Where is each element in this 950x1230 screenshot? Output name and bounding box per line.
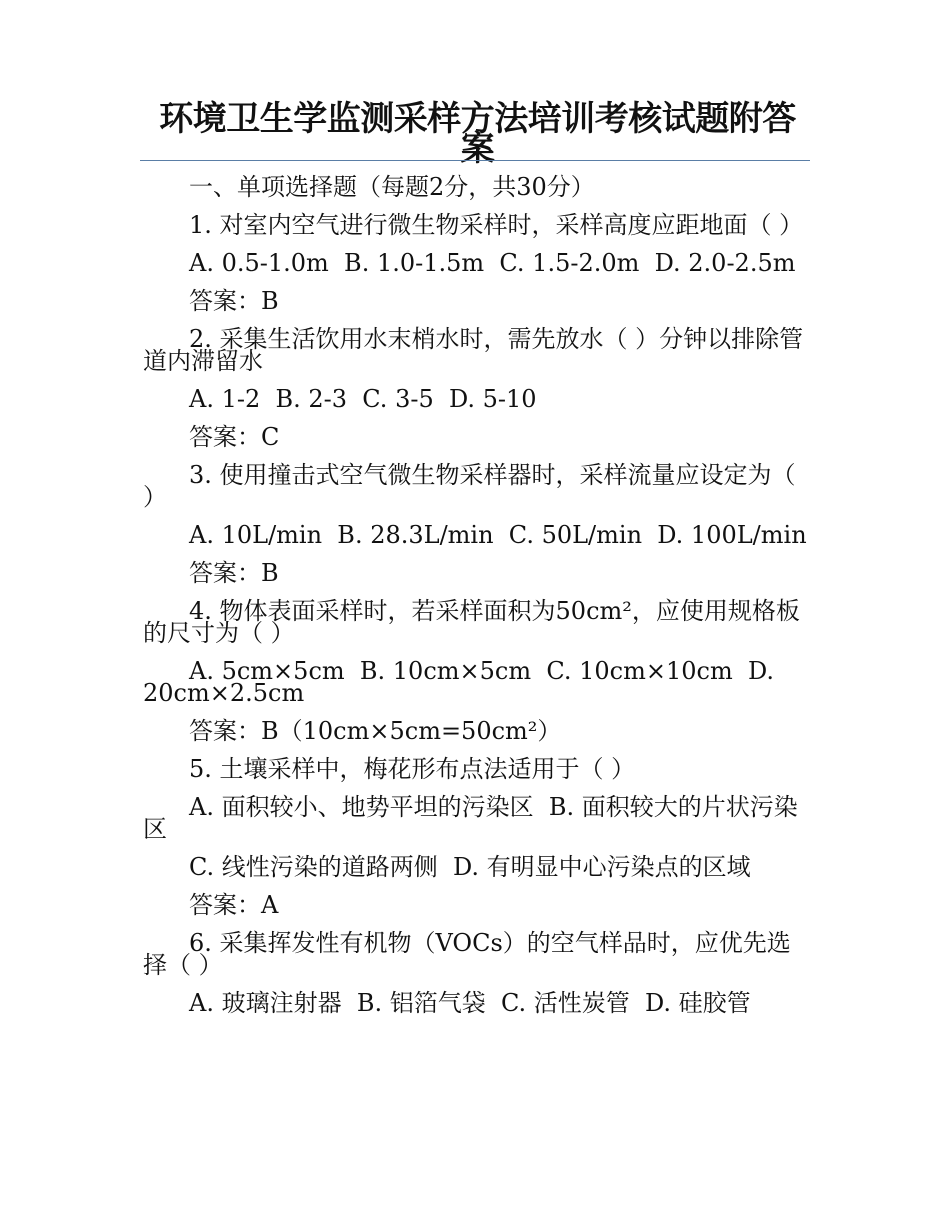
question-options: A. 面积较小、地势平坦的污染区 B. 面积较大的片状污染区: [143, 793, 798, 843]
question-answer: 答案：A: [189, 891, 279, 919]
document-title: 环境卫生学监测采样方法培训考核试题附答案: [159, 99, 796, 169]
question-answer: 答案：B（10cm×5cm=50cm²）: [189, 717, 562, 745]
question-stem: 1. 对室内空气进行微生物采样时，采样高度应距地面（ ）: [189, 211, 804, 239]
question-answer: 答案：B: [189, 559, 279, 587]
question-options: A. 5cm×5cm B. 10cm×5cm C. 10cm×10cm D. 20cm×2.5cm: [143, 657, 782, 707]
title-divider: [140, 160, 810, 161]
question-options: C. 线性污染的道路两侧 D. 有明显中心污染点的区域: [189, 853, 751, 881]
question-options: A. 10L/min B. 28.3L/min C. 50L/min D. 100L/min: [189, 521, 807, 549]
question-stem: 3. 使用撞击式空气微生物采样器时，采样流量应设定为（ ）: [143, 461, 796, 511]
question-options: A. 0.5-1.0m B. 1.0-1.5m C. 1.5-2.0m D. 2.0-2.5m: [189, 249, 796, 277]
question-options: A. 1-2 B. 2-3 C. 3-5 D. 5-10: [189, 385, 537, 413]
question-answer: 答案：C: [189, 423, 280, 451]
question-stem: 2. 采集生活饮用水末梢水时，需先放水（ ）分钟以排除管道内滞留水: [143, 325, 804, 375]
question-stem: 4. 物体表面采样时，若采样面积为50cm²，应使用规格板的尺寸为（ ）: [143, 597, 800, 647]
document-body: [143, 173, 807, 1030]
question-answer: 答案：B: [189, 287, 279, 315]
section-heading: 一、单项选择题（每题2分，共30分）: [189, 173, 595, 201]
question-options: A. 玻璃注射器 B. 铝箔气袋 C. 活性炭管 D. 硅胶管: [189, 989, 751, 1017]
question-stem: 6. 采集挥发性有机物（VOCs）的空气样品时，应优先选择（ ）: [143, 929, 791, 979]
question-stem: 5. 土壤采样中，梅花形布点法适用于（ ）: [189, 755, 636, 783]
